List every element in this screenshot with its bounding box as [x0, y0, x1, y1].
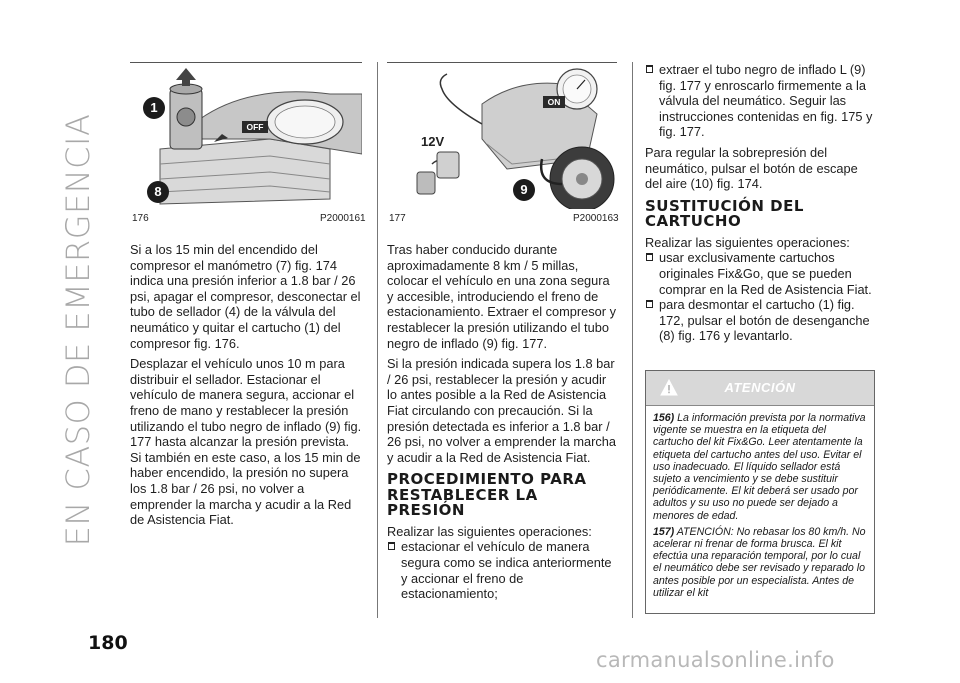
- warning-item-156-number: 156): [653, 412, 675, 424]
- warning-title: ATENCIÓN: [724, 380, 796, 395]
- warning-header: [646, 371, 874, 406]
- col3-bullet-2-text: para desmontar el cartucho (1) fig. 172, pulsar el botón de desenganche (8) fig. 176 y levantarlo.: [659, 297, 870, 344]
- figure-176-code: P2000161: [320, 213, 366, 224]
- top-rule-col1: [130, 62, 362, 63]
- bullet-box-icon: [646, 65, 653, 73]
- figure-177-code: P2000163: [573, 213, 619, 224]
- warning-item-156-text: La información prevista por la normativa vigente se muestra en la etiqueta del cartucho del kit Fix&Go. Leer atentamente la etiqueta del cartucho antes del uso. Evitar el uso inadecuado. El líquido sellador está sujeto a vencimiento y se debe sustituir periódicamente. El kit deberá ser usado por adultos y su uso no puede ser dejado a menores de edad.: [653, 412, 866, 522]
- warning-item-156: [653, 412, 867, 522]
- col3-bullet-1: [645, 250, 877, 297]
- col3-bullet-top-text: extraer el tubo negro de inflado L (9) fig. 177 y enroscarlo firmemente a la válvula del neumático. Seguir las instrucciones contenidas en fig. 175 y fig. 177.: [659, 62, 873, 140]
- figure-177-number: 177: [389, 213, 406, 224]
- col2-bullet-1-text: estacionar el vehículo de manera segura como se indica anteriormente y accionar el freno de estacionamiento;: [401, 539, 612, 602]
- bullet-box-icon: [646, 253, 653, 261]
- heading-sustitucion-cartucho: SUSTITUCIÓN DEL CARTUCHO: [645, 196, 804, 231]
- col3-bullet-2: [645, 297, 877, 344]
- page-number: 180: [88, 632, 128, 654]
- warning-item-157-number: 157): [653, 525, 675, 538]
- col2-paragraph-2: Si la presión indicada supera los 1.8 bar / 26 psi, restablecer la presión y acudir lo antes posible a la Red de Asistencia Fiat circulando con precaución. Si la presión detectada es inferior a 1.8 bar / 26 psi, no volver a emprender la marcha y acudir a la Red de Asistencia Fiat.: [387, 356, 617, 465]
- on-label: ON: [547, 97, 561, 107]
- figure-176: [130, 64, 362, 209]
- bullet-box-icon: [646, 300, 653, 308]
- col1-paragraph-2: Desplazar el vehículo unos 10 m para distribuir el sellador. Estacionar el vehículo de manera segura, accionar el freno de mano y restablecer la presión utilizando el tubo negro de inflado (9) fig. 177 hasta alcanzar la presión prevista. Si también en este caso, a los 15 min de haber encendido, la presión no supera los 1.8 bar / 26 psi, no volver a emprender la marcha y acudir a la Red de Asistencia Fiat.: [130, 356, 362, 528]
- callout-1: 1: [150, 100, 158, 115]
- col3-bullet-top: [645, 62, 877, 140]
- watermark: carmanualsonline.info: [596, 648, 835, 672]
- col1-paragraph-1: Si a los 15 min del encendido del compresor el manómetro (7) fig. 174 indica una presión inferior a 1.8 bar / 26 psi, apagar el compresor, desconectar el tubo de sellador (4) de la válvula del neumático y quitar el cartucho (1) del compresor fig. 176.: [130, 242, 361, 351]
- col3-paragraph: Para regular la sobrepresión del neumático, pulsar el botón de escape del aire (10) fig. 174.: [645, 144, 858, 192]
- column-3: [645, 62, 877, 344]
- column-divider-1: [377, 62, 378, 618]
- column-1: [130, 242, 364, 533]
- col2-bullet-1: [387, 539, 619, 601]
- column-2: [387, 242, 619, 602]
- col2-intro: Realizar las siguientes operaciones:: [387, 523, 592, 539]
- bullet-box-icon: [388, 542, 395, 550]
- warning-box: [645, 370, 875, 614]
- callout-8: 8: [154, 184, 162, 199]
- figure-177: [387, 64, 617, 209]
- off-label: OFF: [246, 122, 264, 132]
- compressor-cartridge-illustration: [130, 64, 362, 209]
- warning-item-157-text: ATENCIÓN: No rebasar los 80 km/h. No acelerar ni frenar de forma brusca. El kit efectúa una reparación temporal, por lo cual el neumático debe ser revisado y reparado lo antes posible por un especialista. Antes de utilizar el kit: [653, 525, 866, 599]
- label-12v: 12V: [421, 134, 445, 149]
- figure-176-number: 176: [132, 213, 149, 224]
- warning-item-157: [653, 526, 867, 599]
- column-divider-2: [632, 62, 633, 618]
- heading-restablecer-presion: PROCEDIMIENTO PARA RESTABLECER LA PRESIÓN: [387, 470, 587, 520]
- callout-9: 9: [520, 182, 528, 197]
- warning-body: [646, 406, 874, 599]
- col3-intro: Realizar las siguientes operaciones:: [645, 234, 850, 250]
- col3-bullet-1-text: usar exclusivamente cartuchos originales Fix&Go, que se pueden comprar en la Red de Asistencia Fiat.: [659, 250, 872, 297]
- top-rule-col2: [387, 62, 617, 63]
- section-title: EN CASO DE EMERGENCIA: [59, 113, 97, 547]
- col2-paragraph-1: Tras haber conducido durante aproximadamente 8 km / 5 millas, colocar el vehículo en una zona segura y accesible, introduciendo el freno de estacionamiento. Extraer el compresor y restablecer la presión utilizando el tubo negro de inflado (9) fig. 177.: [387, 242, 617, 351]
